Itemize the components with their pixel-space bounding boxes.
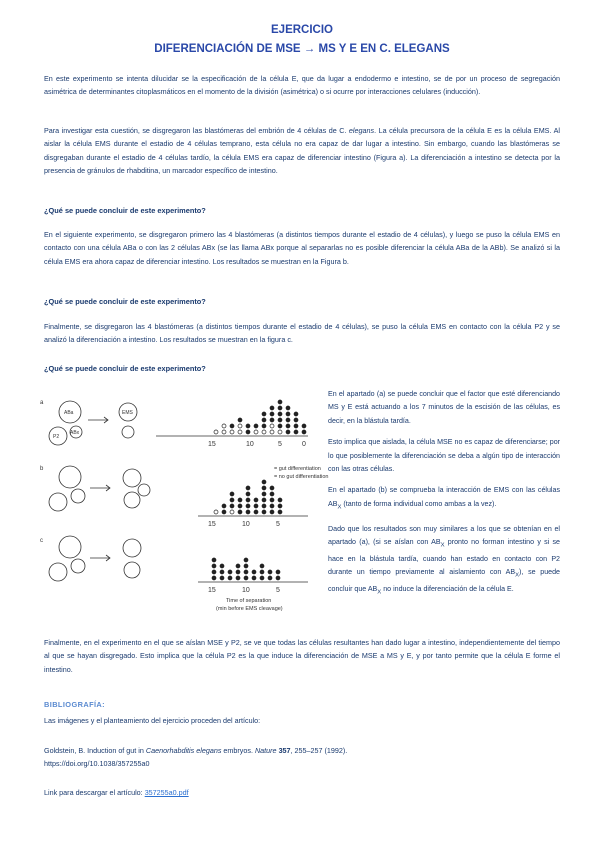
embryo-dot [220,570,224,574]
embryo-dot [236,564,240,568]
embryo-dot [236,570,240,574]
embryo-dot [260,564,264,568]
embryo-dot [262,480,266,484]
question-1: ¿Qué se puede concluir de este experimento? [44,206,206,215]
conclusion-a: En el apartado (a) se puede concluir que el factor que esté diferenciando MS y E está actuando a los 7 minutos de la escisión de las células, es decir, en la blástula tardía. [328,390,560,425]
cell-icon [123,539,141,557]
x-axis-label-2: (min before EMS cleavage) [216,606,283,612]
cell-label: ABa [64,410,74,416]
embryo-dot [246,498,250,502]
embryo-dot [214,430,218,434]
embryo-dot [294,424,298,428]
embryo-dot [262,486,266,490]
embryo-dot [278,498,282,502]
panel-label-b: b [40,466,44,472]
embryo-dot [262,498,266,502]
embryo-dot [230,510,234,514]
embryo-dot [212,570,216,574]
dot-plot-a [214,400,306,434]
embryo-dot [278,510,282,514]
embryo-dot [244,564,248,568]
embryo-dot [238,430,242,434]
embryo-dot [270,492,274,496]
x-axis-label: Time of separation [226,598,272,604]
cell-icon [71,489,85,503]
embryo-dot [294,430,298,434]
embryo-dot [278,400,282,404]
tick-label: 5 [276,521,280,528]
embryo-dot [254,430,258,434]
conclusions-column [328,388,560,600]
tick-label: 15 [208,521,216,528]
embryo-dot [238,498,242,502]
cell-icon [71,559,85,573]
embryo-dot [246,492,250,496]
embryo-dot [238,418,242,422]
embryo-dot [286,418,290,422]
panel-label-c: c [40,538,43,544]
dot-plot-b [214,480,282,514]
embryo-dot [230,424,234,428]
embryo-dot [262,412,266,416]
title-exercise: EJERCICIO [271,24,333,36]
conclusion-b-result: Dado que los resultados son muy similares a los que se obtenían en el apartado (a), (si se aíslan con $AB_X$ pronto no forman intestino y si se hace en la blástula tardía, cuando han estado en contacto con P2 durante un tiempo previamente al aislamiento con $AB_X$), se puede concluir que $AB_X$ no induce la diferenciación de la célula E. [328,524,560,596]
embryo-dot [276,576,280,580]
doi-text: https://doi.org/10.1038/357255a0 [44,759,150,769]
legend-gut: = gut differentiation [274,466,321,472]
embryo-dot [246,430,250,434]
arrow-icon [90,485,110,491]
cell-label: P2 [53,434,60,440]
embryo-dot [270,498,274,502]
embryo-dot [262,430,266,434]
embryo-dot [270,504,274,508]
tick-label: 0 [302,441,306,448]
embryo-dot [238,424,242,428]
embryo-dot [228,570,232,574]
cell-icon [49,563,67,581]
embryo-dot [220,564,224,568]
cell-icon [59,536,81,558]
embryo-dot [254,504,258,508]
embryo-dot [286,430,290,434]
embryo-dot [278,504,282,508]
cell-icon [124,562,140,578]
embryo-dot [270,510,274,514]
bibliography-intro: Las imágenes y el planteamiento del ejercicio proceden del artículo: [44,716,261,725]
embryo-dot [260,570,264,574]
embryo-dot [252,570,256,574]
embryo-dot [222,510,226,514]
embryo-dot [294,418,298,422]
cell-icon [138,484,150,496]
cell-icon [49,493,67,511]
embryo-dot [220,576,224,580]
embryo-dot [244,576,248,580]
dot-plot-c [212,558,280,580]
cell-icon [124,492,140,508]
embryo-dot [244,558,248,562]
conclusion-b: En el apartado (b) se comprueba la interacción de EMS con las células $AB_X$ (tanto de forma individual como ambas a la vez). [328,486,560,511]
question-3: ¿Qué se puede concluir de este experimento? [44,364,206,373]
embryo-dot [246,504,250,508]
embryo-dot [270,418,274,422]
embryo-dot [262,418,266,422]
embryo-dot [246,424,250,428]
embryo-dot [262,492,266,496]
embryo-dot [254,510,258,514]
conclusion-a-implication: Esto implica que aislada, la célula MSE no es capaz de diferenciarse; por lo que posiblemente la diferenciación se deba a algún tipo de interacción con las otras células. [328,438,560,474]
arrow-icon [90,555,110,561]
embryo-dot [286,412,290,416]
embryo-dot [230,498,234,502]
cell-label: EMS [122,410,133,416]
title-topic: DIFERENCIACIÓN DE MSE → MS Y E EN C. ELEGANS [154,43,450,55]
embryo-dot [212,564,216,568]
embryo-dot [262,510,266,514]
embryo-dot [212,558,216,562]
embryo-dot [268,570,272,574]
embryo-dot [278,406,282,410]
tick-label: 10 [246,441,254,448]
embryo-dot [222,424,226,428]
embryo-dot [254,498,258,502]
embryo-dot [286,406,290,410]
tick-label: 15 [208,441,216,448]
embryo-dot [252,576,256,580]
embryo-dot [278,418,282,422]
embryo-dot [230,430,234,434]
paragraph-experiment-b: En el siguiente experimento, se disgregaron primero las 4 blastómeras (a distintos tiempos durante el estadio de 4 células), y luego se puso la célula EMS en contacto con una célula ABa o con las 2 células ABx (se las llama ABx porque al separarlas no es posible diferenciar la célula ABa de la ABb). Se analizó si la célula EMS era ahora capaz de diferenciar intestino. Los resultados se muestran en la Figura b. [44,230,560,266]
embryo-dot [294,412,298,416]
embryo-dot [270,412,274,416]
download-line: Link para descargar el artículo: 357255a0.pdf [44,788,189,797]
bibliography-heading: BIBLIOGRAFÍA: [44,700,106,709]
embryo-dot [270,424,274,428]
embryo-dot [222,430,226,434]
embryo-dot [276,570,280,574]
embryo-dot [228,576,232,580]
panel-label-a: a [40,400,44,406]
embryo-dot [244,570,248,574]
embryo-dot [254,424,258,428]
tick-label: 5 [276,587,280,594]
embryo-dot [230,492,234,496]
cell-icon [59,466,81,488]
paragraph-experiment-a: Para investigar esta cuestión, se disgregaron las blastómeras del embrión de 4 células de C. elegans. La célula precursora de la célula E es la célula EMS. Al aislar la célula EMS durante el estadio de 4 células temprano, esta célula no era capaz de dar lugar a intestino. Sin embargo, cuando las blastómeras se disgregaban durante el estadio de 4 células tardío, la célula EMS era capaz de diferenciar intestino (Figura a). La diferenciación a intestino se detecta por la presencia de gránulos de rhabditina, un marcador específico de intestino. [44,126,560,176]
embryo-dot [230,504,234,508]
embryo-dot [268,576,272,580]
experiment-figure [38,392,329,632]
citation: Goldstein, B. Induction of gut in Caenorhabditis elegans embryos. Nature 357, 255–257 (1992). https://doi.org/10.1038/357255a0 [44,746,348,769]
embryo-dot [270,486,274,490]
legend-no-gut: = no gut differentiation [274,474,329,480]
embryo-dot [278,424,282,428]
tick-label: 10 [242,587,250,594]
embryo-dot [302,424,306,428]
tick-label: 15 [208,587,216,594]
paragraph-conclusion-c: Finalmente, en el experimento en el que se aíslan MSE y P2, se ve que todas las células resultantes han dado lugar a intestino, independientemente del tiempo al que se hayan disgregado. Esto implica que la célula P2 es la que induce la diferenciación de MSE a MS y E, y por tanto permite que la célula E forme el intestino. [44,638,560,674]
cell-icon [122,426,134,438]
embryo-dot [236,576,240,580]
embryo-dot [278,430,282,434]
embryo-dot [212,576,216,580]
embryo-dot [270,406,274,410]
cell-icon [123,469,141,487]
question-2: ¿Qué se puede concluir de este experimento? [44,297,206,306]
paragraph-intro: En este experimento se intenta dilucidar se la especificación de la célula E, que da lugar a endodermo e intestino, se de por un proceso de segregación asimétrica de determinantes citoplasmáticos en el momento de la división (asimétrica) o si ocurre por interacciones celulares (inducción). [44,74,560,97]
arrow-icon [88,417,108,423]
embryo-dot [262,504,266,508]
embryo-dot [238,504,242,508]
cell-label: ABx [70,430,80,436]
embryo-dot [262,424,266,428]
embryo-dot [270,430,274,434]
paragraph-experiment-c: Finalmente, se disgregaron las 4 blastómeras (a distintos tiempos durante el estadio de 4 células), se puso la célula EMS en contacto con la célula P2 y se analizó la diferenciación a intestino. Los resultados se muestran en la figura c. [44,322,560,345]
embryo-dot [246,486,250,490]
embryo-dot [302,430,306,434]
embryo-dot [246,510,250,514]
embryo-dot [286,424,290,428]
tick-label: 5 [278,441,282,448]
embryo-dot [214,510,218,514]
tick-label: 10 [242,521,250,528]
embryo-dot [222,504,226,508]
embryo-dot [278,412,282,416]
download-link[interactable]: 357255a0.pdf [144,788,189,797]
embryo-dot [238,510,242,514]
embryo-dot [260,576,264,580]
